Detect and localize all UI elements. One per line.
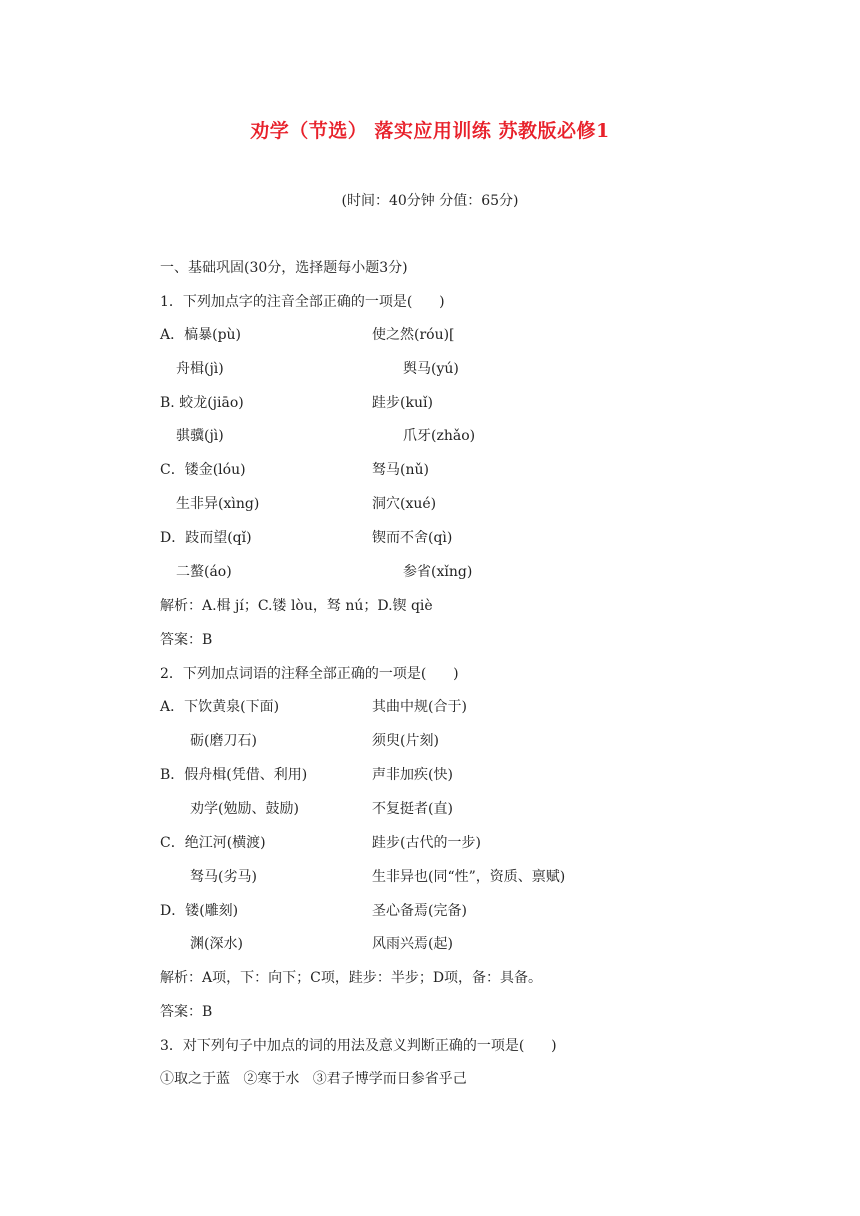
- q2-stem: 2．下列加点词语的注释全部正确的一项是( ): [160, 666, 459, 682]
- q2-option-a-2: 其曲中规(合于): [372, 699, 467, 715]
- q1-option-a-1: A．槁暴(pù): [160, 327, 242, 343]
- q2-option-c-4: 生非异也(同“性”，资质、禀赋): [372, 869, 566, 885]
- q1-option-b-4: 爪牙(zhǎo): [403, 428, 476, 444]
- q2-option-b-3: 劝学(勉励、鼓励): [190, 801, 299, 817]
- q1-option-b-3: 骐骥(jì): [176, 428, 224, 444]
- q2-option-d-2: 圣心备焉(完备): [372, 903, 467, 919]
- q1-option-c-1: C．镂金(lóu): [160, 462, 246, 478]
- q3-stem: 3．对下列句子中加点的词的用法及意义判断正确的一项是( ): [160, 1038, 557, 1054]
- q1-stem: 1．下列加点字的注音全部正确的一项是( ): [160, 294, 445, 310]
- q2-option-c-3: 驽马(劣马): [190, 869, 257, 885]
- page-title: 劝学（节选） 落实应用训练 苏教版必修1: [250, 120, 610, 142]
- q2-option-a-3: 砺(磨刀石): [190, 733, 257, 749]
- q2-option-b-4: 不复挺者(直): [372, 801, 453, 817]
- q1-option-c-3: 生非异(xìng): [176, 496, 260, 512]
- q2-option-b-2: 声非加疾(快): [372, 767, 453, 783]
- time-score-info: (时间：40分钟 分值：65分): [341, 193, 519, 209]
- q1-option-c-2: 驽马(nǔ): [372, 462, 429, 478]
- q2-analysis: 解析：A项，下：向下；C项，跬步：半步；D项，备：具备。: [160, 970, 543, 986]
- section-heading: 一、基础巩固(30分，选择题每小题3分): [160, 260, 408, 276]
- q1-option-b-1: B. 蛟龙(jiāo): [160, 395, 244, 411]
- q3-items: ①取之于蓝 ②寒于水 ③君子博学而日参省乎己: [160, 1071, 467, 1087]
- q2-option-c-2: 跬步(古代的一步): [372, 835, 481, 851]
- q2-option-a-1: A．下饮黄泉(下面): [160, 699, 280, 715]
- q1-option-a-3: 舟楫(jì): [176, 361, 224, 377]
- q1-option-d-4: 参省(xǐng): [403, 564, 473, 580]
- q2-option-d-3: 渊(深水): [190, 936, 243, 952]
- q2-option-c-1: C．绝江河(横渡): [160, 835, 266, 851]
- q2-option-b-1: B．假舟楫(凭借、利用): [160, 767, 308, 783]
- q1-answer: 答案：B: [160, 632, 213, 648]
- q1-option-b-2: 跬步(kuǐ): [372, 395, 433, 411]
- q1-option-a-4: 舆马(yú): [403, 361, 459, 377]
- q1-option-d-2: 锲而不舍(qì): [372, 530, 453, 546]
- q1-option-d-3: 二螯(áo): [176, 564, 232, 580]
- q2-option-d-4: 风雨兴焉(起): [372, 936, 453, 952]
- q1-option-a-2: 使之然(róu)[: [372, 327, 455, 343]
- q2-option-a-4: 须臾(片刻): [372, 733, 439, 749]
- q2-option-d-1: D．镂(雕刻): [160, 903, 239, 919]
- q1-option-d-1: D．跂而望(qǐ): [160, 530, 252, 546]
- q2-answer: 答案：B: [160, 1004, 213, 1020]
- q1-option-c-4: 洞穴(xué): [372, 496, 437, 512]
- q1-analysis: 解析：A.楫 jí；C.镂 lòu，驽 nú；D.锲 qiè: [160, 598, 433, 614]
